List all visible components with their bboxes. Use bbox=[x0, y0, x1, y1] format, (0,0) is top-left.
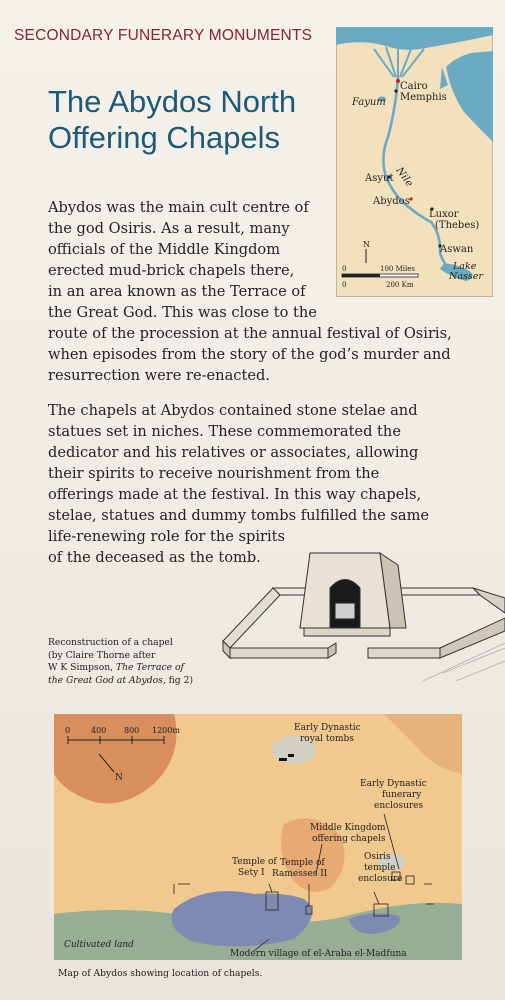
text-line: route of the procession at the annual festival of Osiris, bbox=[48, 325, 452, 342]
label-nile: Nile bbox=[393, 165, 415, 189]
text-line: offerings made at the festival. In this way chapels, bbox=[48, 486, 422, 503]
text-line: Abydos was the main cult centre of bbox=[48, 199, 309, 216]
label-modern-village: Modern village of el-Araba el-Madfuna bbox=[230, 949, 407, 959]
north-label: N bbox=[115, 773, 123, 783]
label-osiris-temple: Osiris bbox=[364, 852, 391, 862]
text-line: erected mud-brick chapels there, bbox=[48, 262, 295, 279]
scale-tick-label: 400 bbox=[91, 726, 107, 735]
label-early-funerary: enclosures bbox=[374, 801, 424, 811]
text-line: dedicator and his relatives or associates, allowing bbox=[48, 444, 419, 461]
caption-author: W K Simpson, bbox=[48, 662, 116, 673]
text-line: the god Osiris. As a result, many bbox=[48, 220, 290, 237]
text-line: The chapels at Abydos contained stone stelae and bbox=[48, 402, 418, 419]
label-temple-ramesses: Temple of bbox=[280, 858, 325, 868]
label-osiris-temple: enclosure bbox=[358, 874, 403, 884]
text-line: statues set in niches. These commemorated the bbox=[48, 423, 401, 440]
memphis-marker bbox=[394, 89, 397, 92]
label-early-royal: royal tombs bbox=[300, 734, 354, 744]
scale-tick-label: 0 bbox=[65, 726, 71, 735]
caption-figure-ref: , fig 2) bbox=[162, 674, 194, 686]
label-luxor: Luxor bbox=[429, 209, 459, 220]
paragraph-intro bbox=[48, 197, 496, 386]
label-cultivated-land: Cultivated land bbox=[64, 940, 134, 950]
label-lake-nasser: Lake bbox=[453, 261, 477, 272]
page-title bbox=[48, 84, 338, 156]
text-line: when episodes from the story of the god’s murder and bbox=[48, 346, 451, 363]
label-temple-sety: Sety I bbox=[238, 868, 265, 878]
text-line: officials of the Middle Kingdom bbox=[48, 241, 281, 258]
label-mk-chapels: Middle Kingdom bbox=[310, 823, 386, 833]
label-early-funerary: Early Dynastic bbox=[360, 779, 427, 789]
caption-line bbox=[48, 675, 238, 688]
tomb-marker bbox=[279, 758, 287, 761]
text-line: the Great God. This was close to the bbox=[48, 304, 317, 321]
caption-book-title: The Terrace of bbox=[115, 662, 184, 673]
text-line: of the deceased as the tomb. bbox=[48, 549, 261, 566]
title-line: Offering Chapels bbox=[48, 120, 281, 155]
caption-line bbox=[48, 662, 238, 675]
scale-miles-zero: 0 bbox=[342, 265, 347, 273]
label-thebes: (Thebes) bbox=[435, 220, 480, 231]
north-label: N bbox=[363, 240, 370, 249]
label-mk-chapels: offering chapels bbox=[312, 834, 386, 844]
map-caption: Map of Abydos showing location of chapels. bbox=[58, 968, 263, 979]
village-area bbox=[172, 891, 313, 946]
label-fayum: Fayum bbox=[352, 97, 386, 108]
title-line: The Abydos North bbox=[48, 84, 297, 119]
label-aswan: Aswan bbox=[440, 244, 474, 255]
caption-book-title: the Great God at Abydos bbox=[48, 674, 163, 686]
text-line: life-renewing role for the spirits bbox=[48, 528, 286, 545]
label-early-funerary: funerary bbox=[382, 790, 422, 800]
label-temple-sety: Temple of bbox=[232, 857, 277, 867]
label-osiris-temple: temple bbox=[364, 863, 396, 873]
label-abydos: Abydos bbox=[373, 196, 410, 207]
caption-line: Reconstruction of a chapel bbox=[48, 637, 173, 648]
text-line: their spirits to receive nourishment from the bbox=[48, 465, 380, 482]
label-early-royal: Early Dynastic bbox=[294, 723, 361, 733]
label-temple-ramesses: Ramesses II bbox=[272, 869, 328, 879]
label-cairo: Cairo bbox=[400, 81, 428, 92]
scale-tick-label: 1200m bbox=[152, 726, 180, 735]
scale-miles-label: 100 Miles bbox=[380, 265, 415, 273]
abydos-site-map bbox=[54, 714, 462, 960]
scale-km-label: 200 Km bbox=[386, 281, 414, 289]
label-lake-nasser: Nasser bbox=[449, 271, 483, 282]
chapel-reconstruction-drawing bbox=[218, 543, 505, 688]
label-asyut: Asyut bbox=[365, 173, 394, 184]
label-memphis: Memphis bbox=[400, 92, 447, 103]
text-line: resurrection were re-enacted. bbox=[48, 367, 270, 384]
scale-tick-label: 800 bbox=[124, 726, 140, 735]
tomb-marker bbox=[288, 754, 294, 757]
caption-line: (by Claire Thorne after bbox=[48, 649, 156, 661]
scale-km-zero: 0 bbox=[342, 281, 347, 289]
text-line: stelae, statues and dummy tombs fulfilled the same bbox=[48, 507, 430, 524]
chapel-caption bbox=[48, 637, 238, 687]
section-header: SECONDARY FUNERARY MONUMENTS bbox=[14, 27, 313, 44]
text-line: in an area known as the Terrace of bbox=[48, 283, 306, 300]
